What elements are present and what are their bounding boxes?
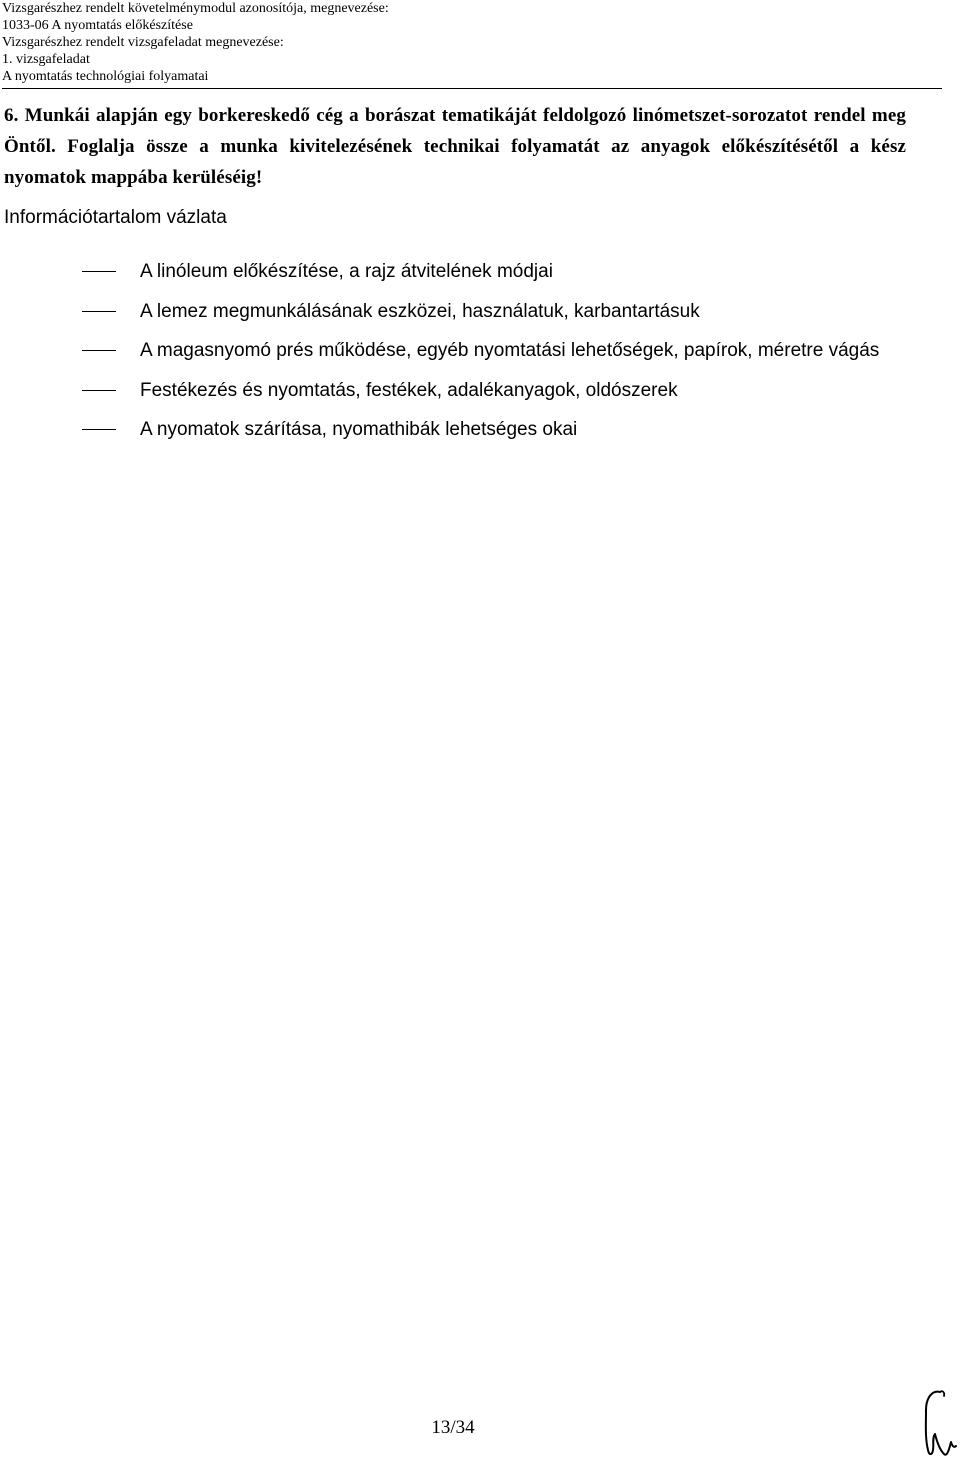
header-module-label: Vizsgarészhez rendelt követelménymodul azonosítója, megnevezése:: [2, 1, 389, 16]
list-item: [82, 371, 882, 411]
page-number: 13/34: [431, 1417, 475, 1438]
header-task-name: A nyomtatás technológiai folyamatai: [2, 69, 209, 84]
list-item-text: A lemez megmunkálásának eszközei, használatuk, karbantartásuk: [140, 300, 700, 322]
header-module-name: 1033-06 A nyomtatás előkészítése: [2, 18, 193, 33]
outline-title: Információtartalom vázlata: [4, 207, 227, 228]
header-task-number: 1. vizsgafeladat: [2, 52, 90, 67]
dash-bullet-icon: [82, 429, 116, 430]
list-item-text: Festékezés és nyomtatás, festékek, adalékanyagok, oldószerek: [140, 379, 678, 401]
outline-list: [82, 252, 882, 450]
dash-bullet-icon: [82, 350, 116, 351]
list-item-text: A nyomatok szárítása, nyomathibák lehetséges okai: [140, 419, 578, 440]
list-item-text: A linóleum előkészítése, a rajz átvitelének módjai: [140, 261, 553, 282]
dash-bullet-icon: [82, 390, 116, 391]
list-item-text: A magasnyomó prés működése, egyéb nyomtatási lehetőségek, papírok, méretre vágás: [140, 340, 880, 361]
list-item: [82, 292, 882, 332]
header-task-label: Vizsgarészhez rendelt vizsgafeladat megnevezése:: [2, 35, 284, 50]
task-description: 6. Munkái alapján egy borkereskedő cég a borászat tematikáját feldolgozó linómetszet-sorozatot rendel meg Öntől. Foglalja össze a munka kivitelezésének technikai folyamatát az anyagok előkészítésétől a kész nyomatok mappába kerüléséig!: [4, 105, 906, 188]
document-header: [2, 0, 942, 89]
dash-bullet-icon: [82, 311, 116, 312]
dash-bullet-icon: [82, 271, 116, 272]
list-item: [82, 331, 882, 371]
list-item: [82, 252, 882, 292]
signature-icon: [918, 1384, 960, 1462]
list-item: [82, 410, 882, 450]
